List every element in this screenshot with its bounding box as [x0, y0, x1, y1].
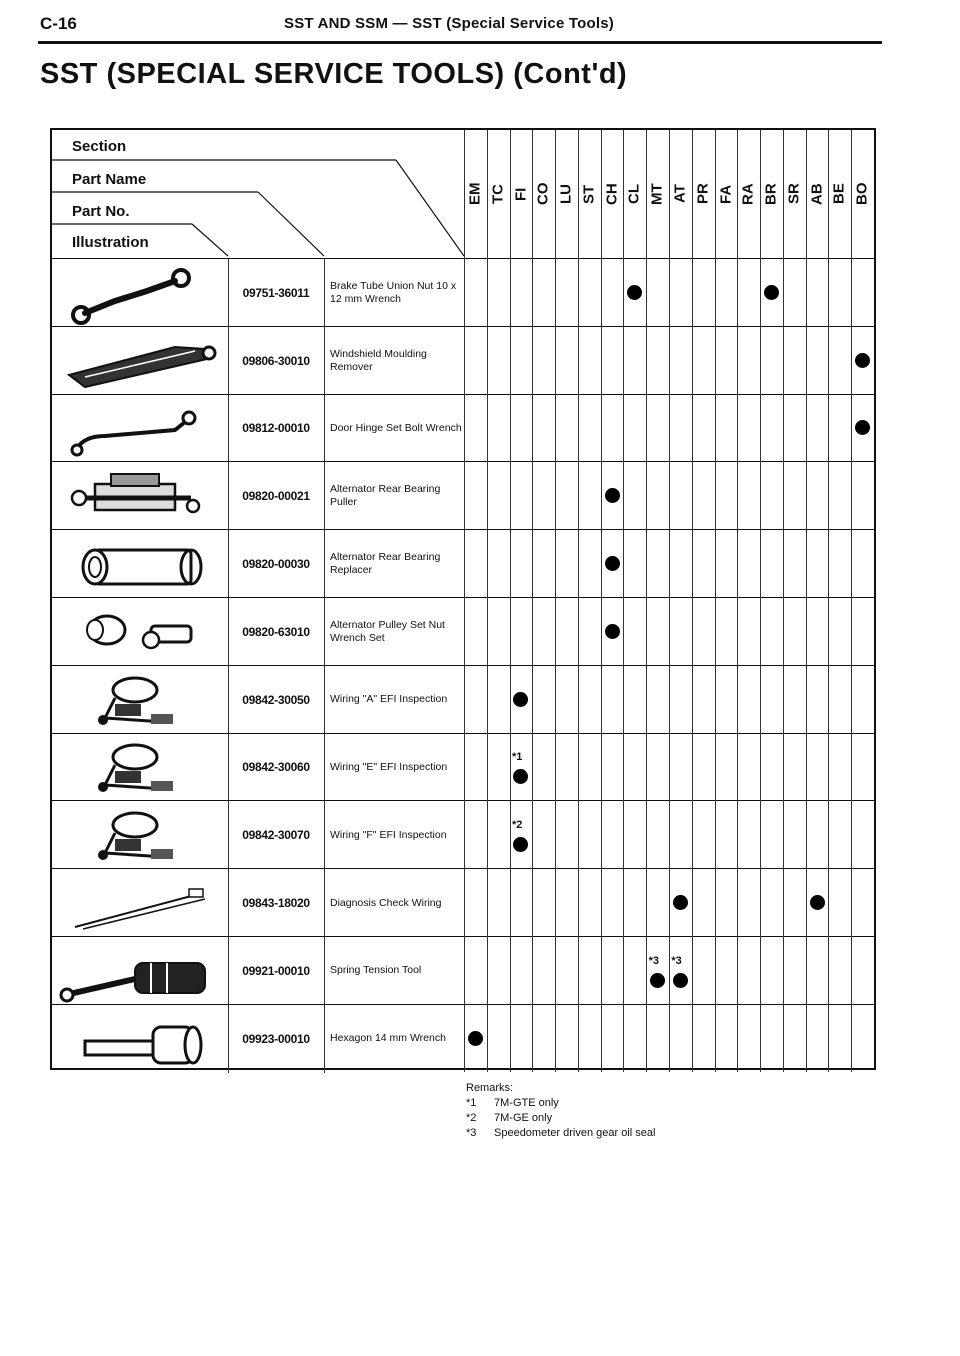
- part-name: Alternator Rear Bearing Puller: [330, 483, 441, 509]
- grid-column-line: [601, 130, 602, 1072]
- section-code-em: EM: [466, 182, 484, 206]
- part-name: Wiring "A" EFI Inspection: [330, 693, 448, 706]
- applicability-mark: [810, 895, 825, 910]
- part-name: Brake Tube Union Nut 10 x 12 mm Wrench: [330, 279, 457, 305]
- applicability-mark: [764, 285, 779, 300]
- part-name: Diagnosis Check Wiring: [330, 896, 442, 909]
- cell-divider: [324, 259, 325, 327]
- section-code-be: BE: [830, 183, 848, 205]
- page-number: C-16: [40, 14, 77, 33]
- grid-column-line: [669, 130, 670, 1072]
- part-name: Spring Tension Tool: [330, 964, 422, 977]
- illustration-cell: [52, 395, 228, 463]
- cell-divider: [228, 327, 229, 395]
- section-code-fi: FI: [512, 187, 530, 201]
- applicability-mark: [605, 488, 620, 503]
- section-code-ra: RA: [739, 183, 757, 205]
- applicability-mark: [855, 420, 870, 435]
- cell-divider: [324, 598, 325, 666]
- part-number: 09842-30060: [242, 760, 310, 775]
- grid-left-border: [464, 130, 465, 1072]
- illustration-label: Illustration: [72, 234, 149, 251]
- grid-column-line: [555, 130, 556, 1072]
- cell-divider: [324, 462, 325, 530]
- grid-column-line: [828, 130, 829, 1072]
- grid-column-line: [532, 130, 533, 1072]
- part-number: 09751-36011: [242, 285, 310, 300]
- part-name: Door Hinge Set Bolt Wrench: [330, 421, 462, 434]
- part-number: 09806-30010: [242, 353, 310, 368]
- table-row: [52, 461, 874, 530]
- grid-column-line: [487, 130, 488, 1072]
- illustration-cell: [52, 259, 228, 327]
- mark-note: *3: [671, 954, 682, 967]
- part-number: 09842-30070: [242, 828, 310, 843]
- applicability-mark: [513, 692, 528, 707]
- applicability-mark: [513, 837, 528, 852]
- illustration-cell: [52, 1005, 228, 1073]
- illustration-cell: [52, 598, 228, 666]
- mark-note: *1: [511, 751, 523, 764]
- hexagon-wrench-icon: [55, 1007, 225, 1071]
- table-row: [52, 800, 874, 869]
- applicability-mark: [468, 1031, 483, 1046]
- header-rule: [38, 41, 882, 44]
- spring-tension-tool-icon: [55, 939, 225, 1003]
- cell-divider: [228, 462, 229, 530]
- cell-divider: [324, 937, 325, 1005]
- cell-divider: [228, 801, 229, 869]
- applicability-mark: [673, 973, 688, 988]
- cell-divider: [324, 1005, 325, 1073]
- table-row: [52, 868, 874, 937]
- section-code-bo: BO: [853, 182, 871, 206]
- grid-column-line: [715, 130, 716, 1072]
- cell-divider: [228, 734, 229, 802]
- cell-divider: [324, 734, 325, 802]
- mark-note: *2: [511, 819, 523, 832]
- table-row: [52, 936, 874, 1005]
- section-code-st: ST: [580, 184, 598, 204]
- section-code-mt: MT: [648, 183, 666, 205]
- part-number: 09842-30050: [242, 692, 310, 707]
- section-code-pr: PR: [694, 183, 712, 205]
- grid-column-line: [646, 130, 647, 1072]
- applicability-mark: [605, 556, 620, 571]
- illustration-cell: [52, 801, 228, 869]
- cell-divider: [228, 530, 229, 598]
- cell-divider: [228, 259, 229, 327]
- cell-divider: [228, 395, 229, 463]
- table-row: [52, 597, 874, 666]
- table-row: [52, 326, 874, 395]
- illustration-cell: [52, 666, 228, 734]
- section-code-co: CO: [534, 182, 552, 206]
- cell-divider: [324, 666, 325, 734]
- part-name: Windshield Moulding Remover: [330, 347, 427, 373]
- table-row: [52, 394, 874, 463]
- part-name: Alternator Rear Bearing Replacer: [330, 551, 441, 577]
- cell-divider: [228, 1005, 229, 1073]
- remark-item-2: *2 7M-GE only: [466, 1112, 553, 1124]
- part-no-label: Part No.: [72, 203, 130, 220]
- moulding-remover-icon: [55, 329, 225, 393]
- section-code-at: AT: [671, 184, 689, 204]
- check-wire-icon: [55, 871, 225, 935]
- illustration-cell: [52, 734, 228, 802]
- running-title: SST AND SSM — SST (Special Service Tools): [284, 15, 614, 32]
- part-number: 09820-00030: [242, 557, 310, 572]
- part-number: 09812-00010: [242, 421, 310, 436]
- illustration-cell: [52, 530, 228, 598]
- section-code-lu: LU: [557, 184, 575, 204]
- grid-column-line: [623, 130, 624, 1072]
- section-code-tc: TC: [489, 184, 507, 204]
- page-header: [40, 14, 880, 38]
- cell-divider: [228, 937, 229, 1005]
- section-code-ch: CH: [603, 183, 621, 205]
- cell-divider: [228, 666, 229, 734]
- remarks: [466, 1081, 655, 1141]
- grid-column-line: [760, 130, 761, 1072]
- wiring-harness-icon: [55, 803, 225, 867]
- applicability-mark: [855, 353, 870, 368]
- remarks-heading: Remarks:: [466, 1082, 514, 1094]
- table-row: [52, 733, 874, 802]
- page-title: SST (SPECIAL SERVICE TOOLS) (Cont'd): [40, 58, 628, 90]
- pulley-nut-wrench-icon: [55, 600, 225, 664]
- grid-column-line: [737, 130, 738, 1072]
- part-number: 09843-18020: [242, 896, 310, 911]
- applicability-mark: [605, 624, 620, 639]
- applicability-mark: [627, 285, 642, 300]
- part-name: Wiring "E" EFI Inspection: [330, 760, 448, 773]
- cell-divider: [228, 869, 229, 937]
- cell-divider: [324, 395, 325, 463]
- cell-divider: [324, 530, 325, 598]
- table-row: [52, 1004, 874, 1073]
- grid-column-line: [510, 130, 511, 1072]
- cell-divider: [324, 869, 325, 937]
- applicability-mark: [650, 973, 665, 988]
- grid-column-line: [783, 130, 784, 1072]
- table-row: [52, 665, 874, 734]
- cell-divider: [324, 801, 325, 869]
- applicability-mark: [513, 769, 528, 784]
- table-row: [52, 258, 874, 327]
- applicability-mark: [673, 895, 688, 910]
- grid-column-line: [851, 130, 852, 1072]
- sst-table: [50, 128, 876, 1070]
- part-number: 09820-63010: [242, 624, 310, 639]
- illustration-cell: [52, 937, 228, 1005]
- grid-column-line: [578, 130, 579, 1072]
- bearing-replacer-icon: [55, 532, 225, 596]
- wiring-harness-icon: [55, 735, 225, 799]
- remark-item-1: *1 7M-GTE only: [466, 1097, 559, 1109]
- hinge-wrench-icon: [55, 396, 225, 460]
- mark-note: *3: [648, 954, 660, 967]
- part-name-label: Part Name: [72, 171, 147, 188]
- illustration-cell: [52, 869, 228, 937]
- section-code-fa: FA: [717, 184, 735, 204]
- part-number: 09820-00021: [242, 489, 310, 504]
- section-code-sr: SR: [785, 183, 803, 205]
- illustration-cell: [52, 462, 228, 530]
- section-label: Section: [72, 138, 127, 155]
- wiring-harness-icon: [55, 668, 225, 732]
- section-code-br: BR: [762, 183, 780, 205]
- offset-wrench-icon: [55, 261, 225, 325]
- part-number: 09923-00010: [242, 1031, 310, 1046]
- part-name: Hexagon 14 mm Wrench: [330, 1032, 446, 1045]
- part-name: Wiring "F" EFI Inspection: [330, 828, 447, 841]
- illustration-cell: [52, 327, 228, 395]
- bearing-puller-icon: [55, 464, 225, 528]
- grid-column-line: [692, 130, 693, 1072]
- section-code-ab: AB: [808, 183, 826, 205]
- table-row: [52, 529, 874, 598]
- section-code-cl: CL: [625, 184, 643, 204]
- grid-column-line: [806, 130, 807, 1072]
- part-number: 09921-00010: [242, 963, 310, 978]
- part-name: Alternator Pulley Set Nut Wrench Set: [330, 618, 445, 644]
- cell-divider: [228, 598, 229, 666]
- cell-divider: [324, 327, 325, 395]
- remark-item-3: *3 Speedometer driven gear oil seal: [466, 1127, 656, 1139]
